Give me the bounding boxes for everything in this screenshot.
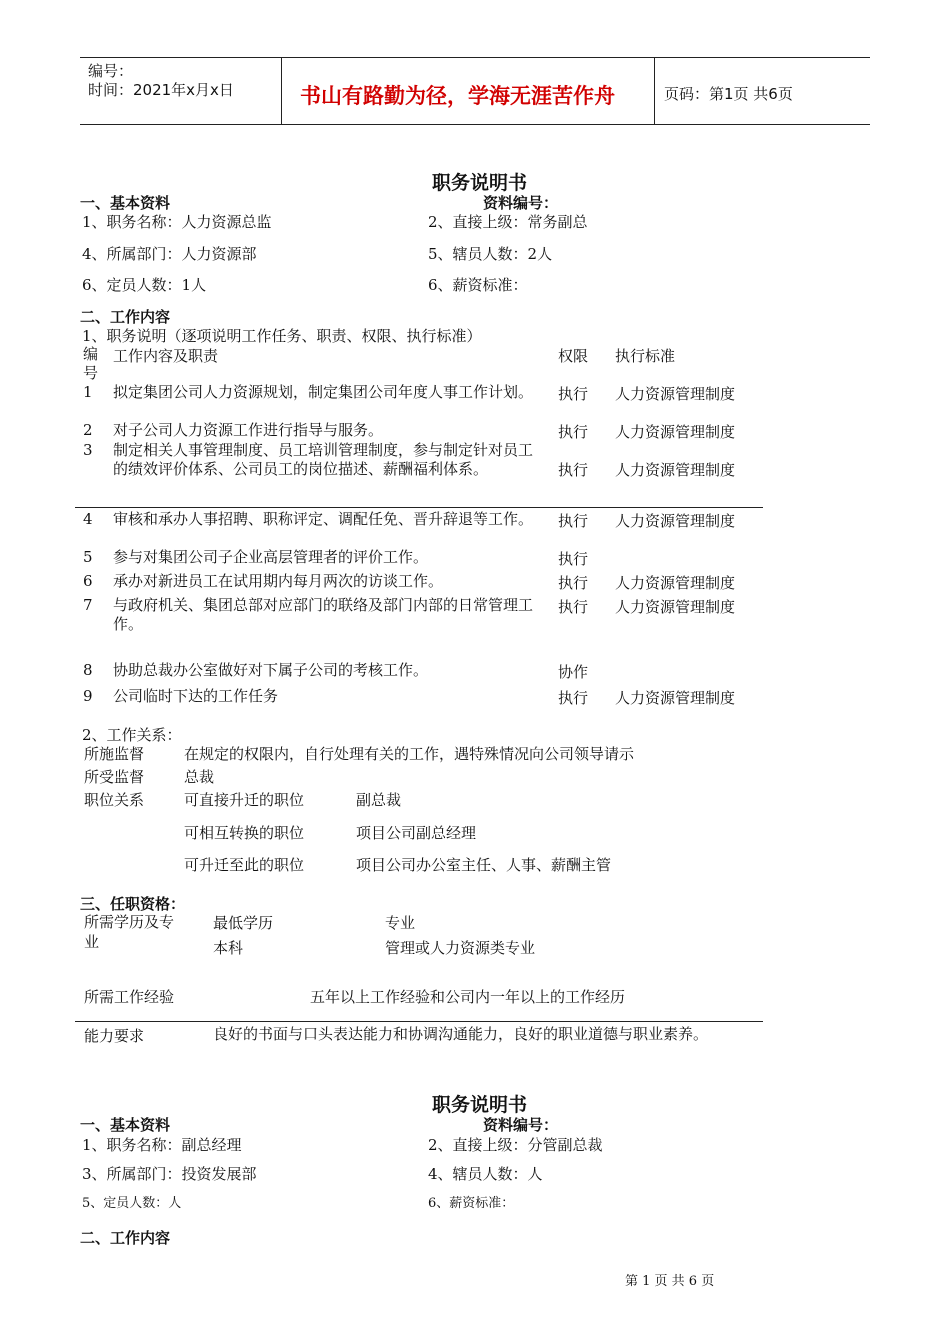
duty-row-standard: 人力资源管理制度 <box>615 385 736 403</box>
duty-row-content: 公司临时下达的工作任务 <box>113 687 279 705</box>
table-header-standard: 执行标准 <box>615 347 676 365</box>
relation-promote-label: 可直接升迁的职位 <box>184 791 305 809</box>
duty-row-authority: 执行 <box>558 550 589 568</box>
qual-ability-label: 能力要求 <box>84 1027 145 1045</box>
relations-title: 2、工作关系： <box>82 726 182 744</box>
table-header-number: 编号 <box>83 345 99 382</box>
doc2-salary: 6、薪资标准： <box>428 1196 515 1211</box>
doc2-subordinates: 4、辖员人数：人 <box>428 1165 543 1183</box>
doc2-title: 职务说明书 <box>432 1094 528 1116</box>
doc1-section2-heading: 二、工作内容 <box>80 308 171 326</box>
doc1-file-number-label: 资料编号： <box>483 194 559 212</box>
duty-row-content: 与政府机关、集团总部对应部门的联络及部门内部的日常管理工作。 <box>113 596 534 633</box>
doc1-title: 职务说明书 <box>432 172 528 194</box>
qual-min-edu-label: 最低学历 <box>213 914 274 932</box>
duty-row-content: 拟定集团公司人力资源规划，制定集团公司年度人事工作计划。 <box>113 383 534 401</box>
duty-row-authority: 执行 <box>558 574 589 592</box>
duty-row-authority: 执行 <box>558 461 589 479</box>
duty-row-content: 承办对新进员工在试用期内每月两次的访谈工作。 <box>113 572 444 590</box>
doc1-salary: 6、薪资标准： <box>428 276 528 294</box>
relation-supervise-label: 所施监督 <box>84 745 145 763</box>
duty-row-content: 协助总裁办公室做好对下属子公司的考核工作。 <box>113 661 429 679</box>
doc1-section1-heading: 一、基本资料 <box>80 194 171 212</box>
table-header-authority: 权限 <box>558 347 589 365</box>
qual-exp-value: 五年以上工作经验和公司内一年以上的工作经历 <box>310 988 626 1006</box>
table-header-content: 工作内容及职责 <box>113 347 219 365</box>
duty-row-number: 5 <box>83 548 93 566</box>
duty-row-standard: 人力资源管理制度 <box>615 423 736 441</box>
header-divider-left <box>281 57 282 125</box>
doc2-supervisor: 2、直接上级：分管副总裁 <box>428 1136 603 1154</box>
qual-min-edu-value: 本科 <box>213 939 244 957</box>
header-time-label: 时间：2021年x月x日 <box>88 81 234 99</box>
relation-supervise-value: 在规定的权限内，自行处理有关的工作，遇特殊情况向公司领导请示 <box>184 745 635 763</box>
header-divider-right <box>654 57 655 125</box>
relation-transfer-value: 项目公司副总经理 <box>356 824 477 842</box>
relation-transfer-label: 可相互转换的职位 <box>184 824 305 842</box>
duty-row-authority: 执行 <box>558 689 589 707</box>
duty-row-number: 6 <box>83 572 93 590</box>
duty-row-content: 对子公司人力资源工作进行指导与服务。 <box>113 421 384 439</box>
qual-divider <box>75 1021 763 1022</box>
duty-row-authority: 执行 <box>558 598 589 616</box>
doc1-headcount: 6、定员人数：1人 <box>82 276 207 294</box>
duty-row-authority: 执行 <box>558 385 589 403</box>
doc2-department: 3、所属部门：投资发展部 <box>82 1165 257 1183</box>
doc2-section1-heading: 一、基本资料 <box>80 1116 171 1134</box>
duty-row-standard: 人力资源管理制度 <box>615 689 736 707</box>
relation-from-value: 项目公司办公室主任、人事、薪酬主管 <box>356 856 612 874</box>
doc1-job-name: 1、职务名称：人力资源总监 <box>82 213 272 231</box>
duty-table-divider <box>75 507 763 508</box>
qual-major-label: 专业 <box>385 914 416 932</box>
header-page-label: 页码：第1页 共6页 <box>664 85 793 103</box>
duty-row-number: 1 <box>83 383 93 401</box>
qual-ability-value: 良好的书面与口头表达能力和协调沟通能力，良好的职业道德与职业素养。 <box>213 1025 709 1043</box>
duty-row-standard: 人力资源管理制度 <box>615 598 736 616</box>
doc1-supervisor: 2、直接上级：常务副总 <box>428 213 588 231</box>
doc1-department: 4、所属部门：人力资源部 <box>82 245 257 263</box>
duty-row-standard: 人力资源管理制度 <box>615 574 736 592</box>
duty-row-authority: 执行 <box>558 423 589 441</box>
duty-row-number: 2 <box>83 421 93 439</box>
header-number-label: 编号： <box>88 62 134 80</box>
doc1-duty-intro: 1、职务说明（逐项说明工作任务、职责、权限、执行标准） <box>82 327 482 345</box>
duty-row-number: 7 <box>83 596 93 614</box>
doc1-section3-heading: 三、任职资格： <box>80 895 186 913</box>
relation-promote-value: 副总裁 <box>356 791 402 809</box>
duty-row-authority: 执行 <box>558 512 589 530</box>
header-top-border <box>80 57 870 58</box>
footer-page-number: 第 1 页 共 6 页 <box>625 1274 715 1289</box>
qual-major-value: 管理或人力资源类专业 <box>385 939 536 957</box>
header-motto: 书山有路勤为径，学海无涯苦作舟 <box>300 84 615 108</box>
duty-row-number: 9 <box>83 687 93 705</box>
duty-row-standard: 人力资源管理制度 <box>615 461 736 479</box>
duty-row-authority: 协作 <box>558 663 589 681</box>
duty-row-number: 4 <box>83 510 93 528</box>
duty-row-content: 参与对集团公司子企业高层管理者的评价工作。 <box>113 548 429 566</box>
relation-supervised-value: 总裁 <box>184 768 215 786</box>
duty-row-content: 制定相关人事管理制度、员工培训管理制度，参与制定针对员工的绩效评价体系、公司员工的岗位描述、薪酬福利体系。 <box>113 441 534 478</box>
relation-supervised-label: 所受监督 <box>84 768 145 786</box>
duty-row-content: 审核和承办人事招聘、职称评定、调配任免、晋升辞退等工作。 <box>113 510 534 528</box>
doc2-section2-heading: 二、工作内容 <box>80 1229 171 1247</box>
duty-row-number: 8 <box>83 661 93 679</box>
doc2-file-number-label: 资料编号： <box>483 1116 559 1134</box>
relation-position-label: 职位关系 <box>84 791 145 809</box>
doc1-subordinates: 5、辖员人数：2人 <box>428 245 553 263</box>
duty-row-number: 3 <box>83 441 93 459</box>
doc2-headcount: 5、定员人数：人 <box>82 1196 182 1211</box>
relation-from-label: 可升迁至此的职位 <box>184 856 305 874</box>
doc2-job-name: 1、职务名称：副总经理 <box>82 1136 242 1154</box>
qual-edu-label: 所需学历及专业 <box>84 913 175 951</box>
qual-exp-label: 所需工作经验 <box>84 988 175 1006</box>
duty-row-standard: 人力资源管理制度 <box>615 512 736 530</box>
header-bottom-border <box>80 124 870 125</box>
